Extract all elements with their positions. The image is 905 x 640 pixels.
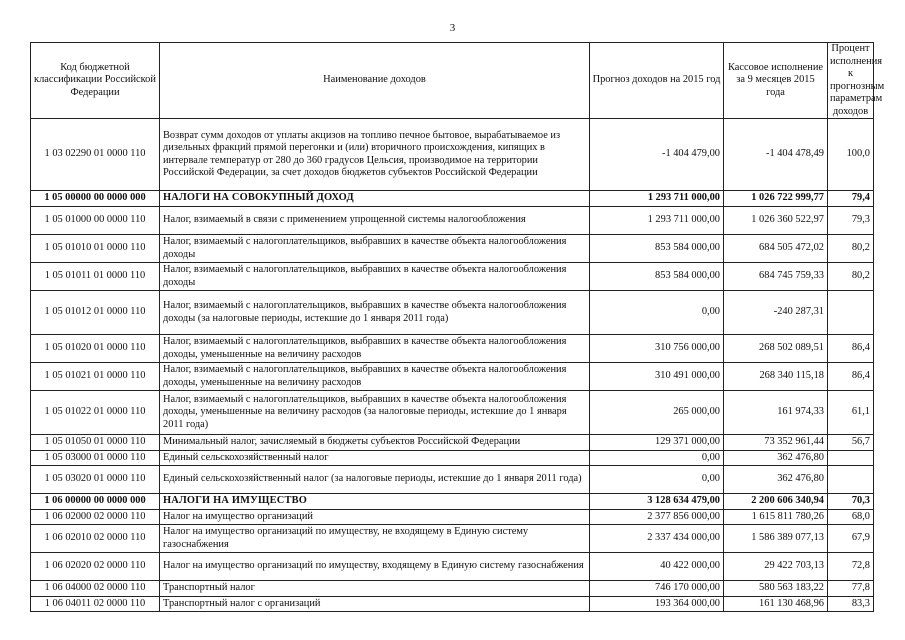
- cell-code: 1 05 01050 01 0000 110: [31, 435, 160, 451]
- cell-name: Налог на имущество организаций по имуществу, не входящему в Единую систему газоснабжения: [160, 525, 590, 553]
- table-row: [31, 466, 874, 494]
- cell-forecast: 129 371 000,00: [590, 435, 724, 451]
- cell-code: 1 06 02000 02 0000 110: [31, 509, 160, 525]
- table-row: [31, 191, 874, 207]
- table-row: [31, 263, 874, 291]
- cell-percent: 79,3: [828, 207, 874, 235]
- cell-forecast: 2 337 434 000,00: [590, 525, 724, 553]
- cell-percent: 100,0: [828, 119, 874, 191]
- header-actual: Кассовое исполнение за 9 месяцев 2015 года: [724, 43, 828, 119]
- cell-code: 1 05 01020 01 0000 110: [31, 335, 160, 363]
- cell-actual: 268 340 115,18: [724, 363, 828, 391]
- cell-code: 1 05 01011 01 0000 110: [31, 263, 160, 291]
- cell-name: Налог, взимаемый с налогоплательщиков, выбравших в качестве объекта налогообложения доходы: [160, 235, 590, 263]
- cell-name: Налог на имущество организаций по имуществу, входящему в Единую систему газоснабжения: [160, 553, 590, 581]
- table-row: [31, 509, 874, 525]
- cell-code: 1 05 03000 01 0000 110: [31, 450, 160, 466]
- cell-actual: 1 586 389 077,13: [724, 525, 828, 553]
- header-percent: Процент исполнения к прогнозным параметрам доходов: [828, 43, 874, 119]
- table-row: [31, 291, 874, 335]
- cell-code: 1 06 00000 00 0000 000: [31, 494, 160, 510]
- cell-actual: -1 404 478,49: [724, 119, 828, 191]
- cell-percent: 79,4: [828, 191, 874, 207]
- cell-percent: 70,3: [828, 494, 874, 510]
- cell-actual: 161 974,33: [724, 391, 828, 435]
- cell-code: 1 05 01021 01 0000 110: [31, 363, 160, 391]
- cell-code: 1 06 04000 02 0000 110: [31, 581, 160, 597]
- cell-actual: 580 563 183,22: [724, 581, 828, 597]
- cell-actual: -240 287,31: [724, 291, 828, 335]
- cell-forecast: 0,00: [590, 450, 724, 466]
- cell-name: Единый сельскохозяйственный налог (за налоговые периоды, истекшие до 1 января 2011 года): [160, 466, 590, 494]
- page-number: 3: [449, 22, 456, 34]
- header-code: Код бюджетной классификации Российской Федерации: [31, 43, 160, 119]
- cell-forecast: 265 000,00: [590, 391, 724, 435]
- cell-name: Минимальный налог, зачисляемый в бюджеты субъектов Российской Федерации: [160, 435, 590, 451]
- cell-percent: [828, 291, 874, 335]
- cell-name: Налог, взимаемый с налогоплательщиков, выбравших в качестве объекта налогообложения доходы, уменьшенные на величину расходов (за налоговые периоды, истекшие до 1 января 2011 года): [160, 391, 590, 435]
- cell-actual: 684 505 472,02: [724, 235, 828, 263]
- cell-actual: 268 502 089,51: [724, 335, 828, 363]
- cell-actual: 1 615 811 780,26: [724, 509, 828, 525]
- header-forecast: Прогноз доходов на 2015 год: [590, 43, 724, 119]
- cell-forecast: 193 364 000,00: [590, 596, 724, 612]
- cell-percent: 68,0: [828, 509, 874, 525]
- cell-actual: 161 130 468,96: [724, 596, 828, 612]
- cell-actual: 362 476,80: [724, 450, 828, 466]
- cell-code: 1 06 02020 02 0000 110: [31, 553, 160, 581]
- cell-name: Налог на имущество организаций: [160, 509, 590, 525]
- cell-forecast: 0,00: [590, 291, 724, 335]
- cell-code: 1 06 02010 02 0000 110: [31, 525, 160, 553]
- table-body: [31, 119, 874, 612]
- cell-percent: 56,7: [828, 435, 874, 451]
- cell-code: 1 03 02290 01 0000 110: [31, 119, 160, 191]
- table-row: [31, 581, 874, 597]
- cell-name: Налог, взимаемый с налогоплательщиков, выбравших в качестве объекта налогообложения доходы, уменьшенные на величину расходов: [160, 363, 590, 391]
- cell-actual: 29 422 703,13: [724, 553, 828, 581]
- cell-code: 1 05 01000 00 0000 110: [31, 207, 160, 235]
- cell-code: 1 05 00000 00 0000 000: [31, 191, 160, 207]
- cell-forecast: 310 756 000,00: [590, 335, 724, 363]
- cell-code: 1 05 03020 01 0000 110: [31, 466, 160, 494]
- cell-percent: 80,2: [828, 235, 874, 263]
- cell-percent: [828, 450, 874, 466]
- table-row: [31, 119, 874, 191]
- cell-name: Транспортный налог: [160, 581, 590, 597]
- table-row: [31, 525, 874, 553]
- cell-percent: 77,8: [828, 581, 874, 597]
- cell-percent: 86,4: [828, 363, 874, 391]
- table-row: [31, 450, 874, 466]
- cell-actual: 1 026 360 522,97: [724, 207, 828, 235]
- cell-code: 1 05 01022 01 0000 110: [31, 391, 160, 435]
- table-row: [31, 335, 874, 363]
- cell-name: Транспортный налог с организаций: [160, 596, 590, 612]
- cell-forecast: 746 170 000,00: [590, 581, 724, 597]
- cell-percent: 61,1: [828, 391, 874, 435]
- cell-name: Возврат сумм доходов от уплаты акцизов на топливо печное бытовое, вырабатываемое из дизельных фракций прямой перегонки и (или) вторичного происхождения, кипящих в интервале температур от 280 до 360 градусов Цельсия, производимое на территории Российской Федерации, за счет доходов бюджетов субъектов Российской Федерации: [160, 119, 590, 191]
- cell-percent: 67,9: [828, 525, 874, 553]
- table-header-row: [31, 43, 874, 119]
- cell-actual: 2 200 606 340,94: [724, 494, 828, 510]
- cell-name: Единый сельскохозяйственный налог: [160, 450, 590, 466]
- cell-percent: 86,4: [828, 335, 874, 363]
- cell-name: Налог, взимаемый с налогоплательщиков, выбравших в качестве объекта налогообложения доходы, уменьшенные на величину расходов: [160, 335, 590, 363]
- cell-name: Налог, взимаемый с налогоплательщиков, выбравших в качестве объекта налогообложения доходы: [160, 263, 590, 291]
- cell-forecast: 0,00: [590, 466, 724, 494]
- cell-forecast: 3 128 634 479,00: [590, 494, 724, 510]
- table-row: [31, 391, 874, 435]
- table-row: [31, 207, 874, 235]
- cell-actual: 362 476,80: [724, 466, 828, 494]
- table-row: [31, 235, 874, 263]
- cell-forecast: 853 584 000,00: [590, 235, 724, 263]
- cell-forecast: 853 584 000,00: [590, 263, 724, 291]
- cell-name: НАЛОГИ НА ИМУЩЕСТВО: [160, 494, 590, 510]
- budget-income-table: [30, 42, 885, 612]
- cell-actual: 684 745 759,33: [724, 263, 828, 291]
- header-name: Наименование доходов: [160, 43, 590, 119]
- cell-percent: [828, 466, 874, 494]
- cell-forecast: 2 377 856 000,00: [590, 509, 724, 525]
- table-row: [31, 494, 874, 510]
- table-row: [31, 553, 874, 581]
- cell-forecast: 310 491 000,00: [590, 363, 724, 391]
- cell-forecast: 40 422 000,00: [590, 553, 724, 581]
- cell-percent: 72,8: [828, 553, 874, 581]
- cell-forecast: 1 293 711 000,00: [590, 191, 724, 207]
- cell-code: 1 05 01012 01 0000 110: [31, 291, 160, 335]
- table-row: [31, 435, 874, 451]
- cell-forecast: 1 293 711 000,00: [590, 207, 724, 235]
- cell-code: 1 06 04011 02 0000 110: [31, 596, 160, 612]
- cell-percent: 80,2: [828, 263, 874, 291]
- cell-name: Налог, взимаемый в связи с применением упрощенной системы налогообложения: [160, 207, 590, 235]
- cell-name: НАЛОГИ НА СОВОКУПНЫЙ ДОХОД: [160, 191, 590, 207]
- cell-code: 1 05 01010 01 0000 110: [31, 235, 160, 263]
- cell-actual: 73 352 961,44: [724, 435, 828, 451]
- cell-percent: 83,3: [828, 596, 874, 612]
- cell-actual: 1 026 722 999,77: [724, 191, 828, 207]
- table-row: [31, 363, 874, 391]
- cell-name: Налог, взимаемый с налогоплательщиков, выбравших в качестве объекта налогообложения доходы (за налоговые периоды, истекшие до 1 января 2011 года): [160, 291, 590, 335]
- table-row: [31, 596, 874, 612]
- cell-forecast: -1 404 479,00: [590, 119, 724, 191]
